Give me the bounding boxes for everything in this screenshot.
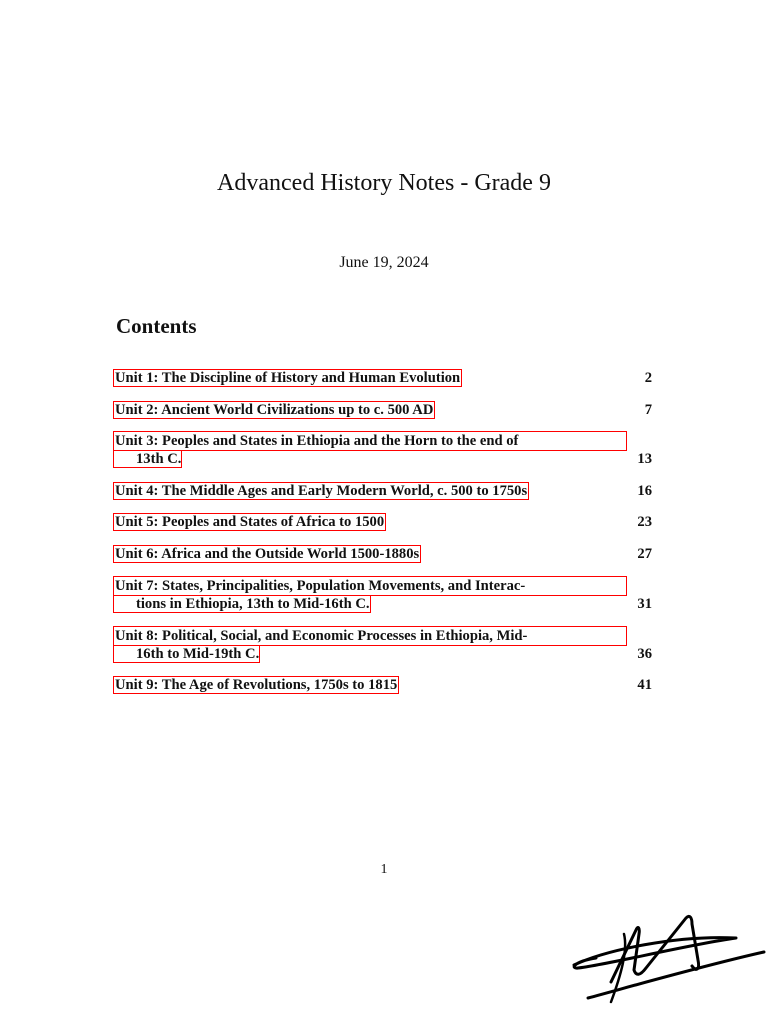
document-date: June 19, 2024 bbox=[339, 254, 429, 271]
toc-entry-label-line2[interactable] bbox=[114, 450, 181, 468]
toc-heading: Contents bbox=[116, 314, 197, 338]
toc-link-unit-1[interactable] bbox=[114, 369, 656, 387]
toc-entry-label[interactable]: Unit 2: Ancient World Civilizations up to c. 500 AD bbox=[115, 402, 434, 418]
toc-entry-label[interactable]: Unit 1: The Discipline of History and Human Evolution bbox=[115, 370, 461, 386]
toc-entry-page: 2 bbox=[644, 370, 652, 386]
toc-link-unit-7[interactable] bbox=[114, 577, 656, 613]
toc-entry-unit-9[interactable] bbox=[114, 676, 656, 694]
toc-link-unit-6[interactable] bbox=[114, 545, 656, 563]
toc-entry-page: 27 bbox=[637, 546, 652, 562]
toc-link-unit-5[interactable] bbox=[114, 513, 656, 531]
handwritten-signature-icon bbox=[566, 910, 766, 1015]
toc-entry-label-line1[interactable]: Unit 3: Peoples and States in Ethiopia and the Horn to the end of bbox=[114, 432, 626, 450]
toc-link-unit-2[interactable] bbox=[114, 401, 656, 419]
toc-entry-label-line2-text[interactable]: 13th C. bbox=[114, 451, 181, 467]
toc-entry-page: 41 bbox=[637, 677, 652, 693]
toc-entry-label-line2[interactable] bbox=[114, 595, 370, 613]
toc-entry-unit-2[interactable] bbox=[114, 401, 656, 419]
toc-link-unit-4[interactable] bbox=[114, 482, 656, 500]
toc-entry-label-line2-text[interactable]: tions in Ethiopia, 13th to Mid-16th C. bbox=[114, 596, 370, 612]
toc-entry-page: 7 bbox=[644, 402, 652, 418]
page-number: 1 bbox=[380, 862, 388, 877]
toc-entry-label-line2-text[interactable]: 16th to Mid-19th C. bbox=[114, 646, 259, 662]
toc-entry-page: 13 bbox=[637, 451, 652, 467]
toc-entry-unit-3[interactable] bbox=[114, 432, 656, 468]
toc-entry-page: 31 bbox=[637, 596, 652, 612]
toc-entry-label[interactable]: Unit 5: Peoples and States of Africa to 1500 bbox=[115, 514, 385, 530]
toc-entry-unit-5[interactable] bbox=[114, 513, 656, 531]
toc-link-unit-9[interactable] bbox=[114, 676, 656, 694]
toc-entry-page: 23 bbox=[637, 514, 652, 530]
toc-link-unit-3[interactable] bbox=[114, 432, 656, 468]
document-title: Advanced History Notes - Grade 9 bbox=[217, 170, 551, 196]
toc-entry-label[interactable]: Unit 6: Africa and the Outside World 1500-1880s bbox=[115, 546, 420, 562]
toc-entry-label[interactable]: Unit 4: The Middle Ages and Early Modern World, c. 500 to 1750s bbox=[115, 483, 528, 499]
toc-entry-page: 16 bbox=[637, 483, 652, 499]
toc-entry-label-line1[interactable]: Unit 7: States, Principalities, Population Movements, and Interac- bbox=[114, 577, 626, 595]
toc-entry-label-line2[interactable] bbox=[114, 645, 259, 663]
toc-link-unit-8[interactable] bbox=[114, 627, 656, 663]
toc-entry-unit-1[interactable] bbox=[114, 369, 656, 387]
toc-entry-page: 36 bbox=[637, 646, 652, 662]
toc-entry-unit-6[interactable] bbox=[114, 545, 656, 563]
toc-entry-unit-7[interactable] bbox=[114, 577, 656, 613]
toc-entry-unit-8[interactable] bbox=[114, 627, 656, 663]
toc-entry-unit-4[interactable] bbox=[114, 482, 656, 500]
toc-entry-label[interactable]: Unit 9: The Age of Revolutions, 1750s to 1815 bbox=[115, 677, 398, 693]
toc-entry-label-line1[interactable]: Unit 8: Political, Social, and Economic Processes in Ethiopia, Mid- bbox=[114, 627, 626, 645]
